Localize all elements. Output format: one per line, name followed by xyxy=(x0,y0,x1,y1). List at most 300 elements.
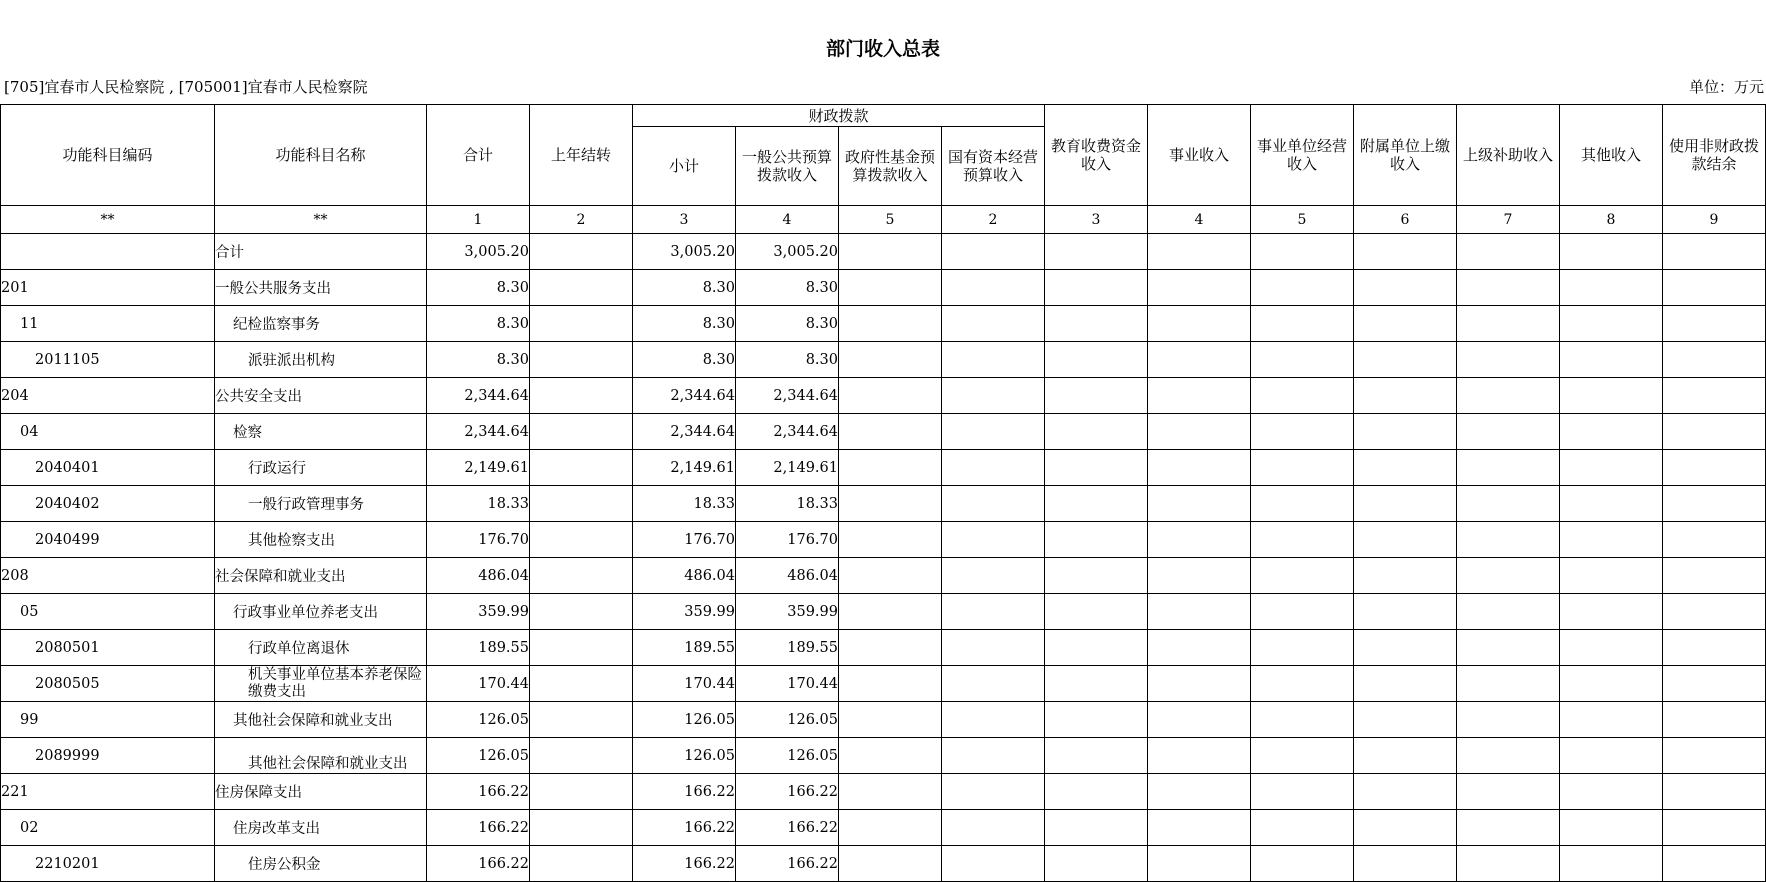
empty-cell xyxy=(839,342,942,378)
empty-cell xyxy=(1251,234,1354,270)
empty-cell xyxy=(1251,306,1354,342)
code-cell xyxy=(1,234,215,270)
index-cell: ** xyxy=(1,206,215,234)
code-cell: 02 xyxy=(1,810,215,846)
general-cell: 126.05 xyxy=(736,738,839,774)
total-cell: 166.22 xyxy=(427,774,530,810)
empty-cell xyxy=(1354,630,1457,666)
table-row xyxy=(1,594,1766,630)
name-cell: 一般公共服务支出 xyxy=(215,270,427,306)
empty-cell xyxy=(1148,270,1251,306)
empty-cell xyxy=(1457,810,1560,846)
name-cell: 纪检监察事务 xyxy=(215,306,427,342)
carryover-cell xyxy=(530,594,633,630)
index-row xyxy=(1,206,1766,234)
general-cell: 486.04 xyxy=(736,558,839,594)
empty-cell xyxy=(1148,414,1251,450)
total-cell: 2,149.61 xyxy=(427,450,530,486)
empty-cell xyxy=(1457,414,1560,450)
empty-cell xyxy=(1560,774,1663,810)
empty-cell xyxy=(1457,486,1560,522)
empty-cell xyxy=(942,414,1045,450)
code-cell: 2080501 xyxy=(1,630,215,666)
empty-cell xyxy=(942,702,1045,738)
general-cell: 126.05 xyxy=(736,702,839,738)
empty-cell xyxy=(1148,666,1251,702)
empty-cell xyxy=(1663,630,1766,666)
total-cell: 2,344.64 xyxy=(427,414,530,450)
empty-cell xyxy=(1148,702,1251,738)
empty-cell xyxy=(1663,738,1766,774)
table-row xyxy=(1,486,1766,522)
code-cell: 2040402 xyxy=(1,486,215,522)
total-cell: 189.55 xyxy=(427,630,530,666)
empty-cell xyxy=(1354,378,1457,414)
subtotal-cell: 170.44 xyxy=(633,666,736,702)
index-cell: 5 xyxy=(839,206,942,234)
empty-cell xyxy=(942,522,1045,558)
empty-cell xyxy=(1663,414,1766,450)
empty-cell xyxy=(1354,270,1457,306)
empty-cell xyxy=(1045,774,1148,810)
empty-cell xyxy=(1354,414,1457,450)
empty-cell xyxy=(839,594,942,630)
empty-cell xyxy=(1045,630,1148,666)
empty-cell xyxy=(1457,450,1560,486)
name-cell: 行政单位离退休 xyxy=(215,630,427,666)
empty-cell xyxy=(1045,666,1148,702)
subtotal-cell: 8.30 xyxy=(633,306,736,342)
empty-cell xyxy=(1560,666,1663,702)
table-row xyxy=(1,666,1766,702)
code-cell: 2080505 xyxy=(1,666,215,702)
empty-cell xyxy=(1560,450,1663,486)
table-row xyxy=(1,702,1766,738)
empty-cell xyxy=(1045,450,1148,486)
empty-cell xyxy=(1663,702,1766,738)
carryover-cell xyxy=(530,486,633,522)
total-cell: 170.44 xyxy=(427,666,530,702)
empty-cell xyxy=(1148,486,1251,522)
subtotal-cell: 166.22 xyxy=(633,846,736,882)
empty-cell xyxy=(1457,234,1560,270)
carryover-cell xyxy=(530,666,633,702)
header-non-fiscal-balance: 使用非财政拨款结余 xyxy=(1663,105,1766,206)
empty-cell xyxy=(942,270,1045,306)
name-cell: 其他社会保障和就业支出 xyxy=(215,702,427,738)
subtotal-cell: 486.04 xyxy=(633,558,736,594)
total-cell: 18.33 xyxy=(427,486,530,522)
empty-cell xyxy=(1148,774,1251,810)
general-cell: 189.55 xyxy=(736,630,839,666)
index-cell: 2 xyxy=(942,206,1045,234)
empty-cell xyxy=(1560,558,1663,594)
name-cell: 住房保障支出 xyxy=(215,774,427,810)
empty-cell xyxy=(1663,774,1766,810)
empty-cell xyxy=(942,234,1045,270)
empty-cell xyxy=(1354,306,1457,342)
empty-cell xyxy=(942,558,1045,594)
header-state-capital: 国有资本经营预算收入 xyxy=(942,127,1045,206)
empty-cell xyxy=(1251,630,1354,666)
empty-cell xyxy=(1354,594,1457,630)
empty-cell xyxy=(1251,810,1354,846)
empty-cell xyxy=(1045,522,1148,558)
table-row xyxy=(1,270,1766,306)
empty-cell xyxy=(1457,306,1560,342)
empty-cell xyxy=(1560,378,1663,414)
empty-cell xyxy=(1148,810,1251,846)
header-general-budget: 一般公共预算拨款收入 xyxy=(736,127,839,206)
subtotal-cell: 2,344.64 xyxy=(633,414,736,450)
empty-cell xyxy=(1148,522,1251,558)
table-row xyxy=(1,522,1766,558)
empty-cell xyxy=(1560,522,1663,558)
empty-cell xyxy=(1457,666,1560,702)
empty-cell xyxy=(1457,378,1560,414)
empty-cell xyxy=(1457,270,1560,306)
index-cell: 4 xyxy=(736,206,839,234)
carryover-cell xyxy=(530,774,633,810)
empty-cell xyxy=(1663,306,1766,342)
empty-cell xyxy=(1560,486,1663,522)
carryover-cell xyxy=(530,810,633,846)
code-cell: 2011105 xyxy=(1,342,215,378)
empty-cell xyxy=(839,486,942,522)
empty-cell xyxy=(1251,666,1354,702)
empty-cell xyxy=(1560,414,1663,450)
total-cell: 166.22 xyxy=(427,810,530,846)
empty-cell xyxy=(1457,594,1560,630)
subtotal-cell: 359.99 xyxy=(633,594,736,630)
total-cell: 359.99 xyxy=(427,594,530,630)
empty-cell xyxy=(1560,846,1663,882)
subtotal-cell: 166.22 xyxy=(633,810,736,846)
code-cell: 2210201 xyxy=(1,846,215,882)
total-cell: 166.22 xyxy=(427,846,530,882)
empty-cell xyxy=(1663,486,1766,522)
empty-cell xyxy=(942,450,1045,486)
general-cell: 166.22 xyxy=(736,846,839,882)
empty-cell xyxy=(942,486,1045,522)
table-row xyxy=(1,234,1766,270)
total-cell: 126.05 xyxy=(427,738,530,774)
empty-cell xyxy=(1457,630,1560,666)
table-row xyxy=(1,558,1766,594)
empty-cell xyxy=(839,558,942,594)
empty-cell xyxy=(1045,414,1148,450)
empty-cell xyxy=(1560,630,1663,666)
subtotal-cell: 3,005.20 xyxy=(633,234,736,270)
empty-cell xyxy=(1148,450,1251,486)
organization-label: [705]宜春市人民检察院 , [705001]宜春市人民检察院 xyxy=(4,78,368,96)
general-cell: 359.99 xyxy=(736,594,839,630)
empty-cell xyxy=(1251,774,1354,810)
empty-cell xyxy=(1251,738,1354,774)
total-cell: 486.04 xyxy=(427,558,530,594)
empty-cell xyxy=(839,702,942,738)
table-row xyxy=(1,810,1766,846)
empty-cell xyxy=(1251,414,1354,450)
empty-cell xyxy=(1148,234,1251,270)
name-cell: 派驻派出机构 xyxy=(215,342,427,378)
name-cell: 其他社会保障和就业支出 xyxy=(215,738,427,774)
empty-cell xyxy=(1354,738,1457,774)
empty-cell xyxy=(1457,846,1560,882)
empty-cell xyxy=(1148,630,1251,666)
index-cell: 7 xyxy=(1457,206,1560,234)
empty-cell xyxy=(1251,558,1354,594)
code-cell: 221 xyxy=(1,774,215,810)
index-cell: 5 xyxy=(1251,206,1354,234)
empty-cell xyxy=(1354,450,1457,486)
empty-cell xyxy=(1560,810,1663,846)
total-cell: 8.30 xyxy=(427,342,530,378)
empty-cell xyxy=(1663,234,1766,270)
header-superior-subsidy: 上级补助收入 xyxy=(1457,105,1560,206)
empty-cell xyxy=(1663,810,1766,846)
code-cell: 2089999 xyxy=(1,738,215,774)
name-cell: 合计 xyxy=(215,234,427,270)
name-cell: 社会保障和就业支出 xyxy=(215,558,427,594)
general-cell: 176.70 xyxy=(736,522,839,558)
empty-cell xyxy=(839,378,942,414)
carryover-cell xyxy=(530,450,633,486)
empty-cell xyxy=(839,666,942,702)
empty-cell xyxy=(1045,594,1148,630)
empty-cell xyxy=(1457,342,1560,378)
empty-cell xyxy=(942,666,1045,702)
empty-cell xyxy=(1663,558,1766,594)
subtotal-cell: 126.05 xyxy=(633,702,736,738)
empty-cell xyxy=(1251,846,1354,882)
header-subtotal: 小计 xyxy=(633,127,736,206)
total-cell: 8.30 xyxy=(427,270,530,306)
index-cell: 6 xyxy=(1354,206,1457,234)
index-cell: 3 xyxy=(633,206,736,234)
index-cell: ** xyxy=(215,206,427,234)
empty-cell xyxy=(1251,594,1354,630)
empty-cell xyxy=(839,738,942,774)
empty-cell xyxy=(1560,594,1663,630)
total-cell: 176.70 xyxy=(427,522,530,558)
table-row xyxy=(1,342,1766,378)
name-cell: 行政事业单位养老支出 xyxy=(215,594,427,630)
empty-cell xyxy=(1560,342,1663,378)
total-cell: 3,005.20 xyxy=(427,234,530,270)
empty-cell xyxy=(1045,234,1148,270)
empty-cell xyxy=(1354,666,1457,702)
empty-cell xyxy=(839,810,942,846)
header-business-income: 事业收入 xyxy=(1148,105,1251,206)
carryover-cell xyxy=(530,270,633,306)
total-cell: 126.05 xyxy=(427,702,530,738)
empty-cell xyxy=(1663,846,1766,882)
empty-cell xyxy=(1045,378,1148,414)
empty-cell xyxy=(1251,702,1354,738)
carryover-cell xyxy=(530,738,633,774)
table-row xyxy=(1,738,1766,774)
empty-cell xyxy=(1251,522,1354,558)
empty-cell xyxy=(1251,342,1354,378)
subtotal-cell: 2,344.64 xyxy=(633,378,736,414)
general-cell: 2,344.64 xyxy=(736,414,839,450)
index-cell: 9 xyxy=(1663,206,1766,234)
empty-cell xyxy=(1045,738,1148,774)
empty-cell xyxy=(1457,702,1560,738)
empty-cell xyxy=(1148,846,1251,882)
empty-cell xyxy=(1354,702,1457,738)
empty-cell xyxy=(1457,774,1560,810)
income-summary-table xyxy=(0,104,1766,882)
empty-cell xyxy=(1663,522,1766,558)
report-title: 部门收入总表 xyxy=(825,38,940,60)
empty-cell xyxy=(839,270,942,306)
empty-cell xyxy=(1045,810,1148,846)
carryover-cell xyxy=(530,306,633,342)
carryover-cell xyxy=(530,558,633,594)
index-cell: 3 xyxy=(1045,206,1148,234)
empty-cell xyxy=(1354,486,1457,522)
code-cell: 04 xyxy=(1,414,215,450)
table-row xyxy=(1,414,1766,450)
unit-label: 单位：万元 xyxy=(1688,78,1764,96)
empty-cell xyxy=(1354,558,1457,594)
empty-cell xyxy=(1663,666,1766,702)
empty-cell xyxy=(1354,810,1457,846)
empty-cell xyxy=(1045,306,1148,342)
general-cell: 170.44 xyxy=(736,666,839,702)
empty-cell xyxy=(1457,738,1560,774)
empty-cell xyxy=(1663,342,1766,378)
carryover-cell xyxy=(530,846,633,882)
subtotal-cell: 8.30 xyxy=(633,342,736,378)
index-cell: 4 xyxy=(1148,206,1251,234)
index-cell: 8 xyxy=(1560,206,1663,234)
empty-cell xyxy=(839,306,942,342)
code-cell: 2040499 xyxy=(1,522,215,558)
empty-cell xyxy=(1457,558,1560,594)
total-cell: 8.30 xyxy=(427,306,530,342)
empty-cell xyxy=(1251,270,1354,306)
header-operating-income: 事业单位经营收入 xyxy=(1251,105,1354,206)
table-row xyxy=(1,774,1766,810)
empty-cell xyxy=(1560,738,1663,774)
empty-cell xyxy=(1148,306,1251,342)
total-cell: 2,344.64 xyxy=(427,378,530,414)
empty-cell xyxy=(839,522,942,558)
empty-cell xyxy=(942,846,1045,882)
empty-cell xyxy=(1663,594,1766,630)
empty-cell xyxy=(942,630,1045,666)
empty-cell xyxy=(942,306,1045,342)
subtotal-cell: 166.22 xyxy=(633,774,736,810)
code-cell: 208 xyxy=(1,558,215,594)
carryover-cell xyxy=(530,522,633,558)
header-gov-fund: 政府性基金预算拨款收入 xyxy=(839,127,942,206)
header-code: 功能科目编码 xyxy=(1,105,215,206)
general-cell: 2,344.64 xyxy=(736,378,839,414)
subtotal-cell: 18.33 xyxy=(633,486,736,522)
empty-cell xyxy=(839,774,942,810)
code-cell: 2040401 xyxy=(1,450,215,486)
general-cell: 8.30 xyxy=(736,342,839,378)
subtotal-cell: 2,149.61 xyxy=(633,450,736,486)
carryover-cell xyxy=(530,378,633,414)
subtotal-cell: 126.05 xyxy=(633,738,736,774)
code-cell: 204 xyxy=(1,378,215,414)
empty-cell xyxy=(1045,270,1148,306)
general-cell: 166.22 xyxy=(736,774,839,810)
header-other-income: 其他收入 xyxy=(1560,105,1663,206)
empty-cell xyxy=(839,630,942,666)
empty-cell xyxy=(1663,270,1766,306)
name-cell: 机关事业单位基本养老保险缴费支出 xyxy=(215,666,427,702)
empty-cell xyxy=(942,342,1045,378)
general-cell: 18.33 xyxy=(736,486,839,522)
empty-cell xyxy=(1560,270,1663,306)
general-cell: 2,149.61 xyxy=(736,450,839,486)
header-total: 合计 xyxy=(427,105,530,206)
carryover-cell xyxy=(530,414,633,450)
code-cell: 05 xyxy=(1,594,215,630)
header-carryover: 上年结转 xyxy=(530,105,633,206)
empty-cell xyxy=(1457,522,1560,558)
empty-cell xyxy=(1560,306,1663,342)
empty-cell xyxy=(1251,486,1354,522)
table-row xyxy=(1,378,1766,414)
empty-cell xyxy=(942,594,1045,630)
carryover-cell xyxy=(530,234,633,270)
general-cell: 3,005.20 xyxy=(736,234,839,270)
empty-cell xyxy=(839,234,942,270)
header-fiscal-group: 财政拨款 xyxy=(633,105,1045,127)
general-cell: 8.30 xyxy=(736,306,839,342)
empty-cell xyxy=(1251,450,1354,486)
empty-cell xyxy=(1354,846,1457,882)
empty-cell xyxy=(1148,342,1251,378)
header-name: 功能科目名称 xyxy=(215,105,427,206)
code-cell: 99 xyxy=(1,702,215,738)
name-cell: 其他检察支出 xyxy=(215,522,427,558)
empty-cell xyxy=(1354,774,1457,810)
empty-cell xyxy=(1148,594,1251,630)
empty-cell xyxy=(1045,558,1148,594)
empty-cell xyxy=(1148,558,1251,594)
empty-cell xyxy=(1045,342,1148,378)
empty-cell xyxy=(1354,234,1457,270)
code-cell: 11 xyxy=(1,306,215,342)
table-row xyxy=(1,306,1766,342)
header-education-fee: 教育收费资金收入 xyxy=(1045,105,1148,206)
table-row xyxy=(1,846,1766,882)
empty-cell xyxy=(1560,234,1663,270)
general-cell: 166.22 xyxy=(736,810,839,846)
name-cell: 一般行政管理事务 xyxy=(215,486,427,522)
empty-cell xyxy=(1045,846,1148,882)
empty-cell xyxy=(942,378,1045,414)
index-cell: 2 xyxy=(530,206,633,234)
carryover-cell xyxy=(530,342,633,378)
name-cell: 住房改革支出 xyxy=(215,810,427,846)
empty-cell xyxy=(1354,342,1457,378)
carryover-cell xyxy=(530,630,633,666)
table-row xyxy=(1,630,1766,666)
subtotal-cell: 176.70 xyxy=(633,522,736,558)
empty-cell xyxy=(1663,378,1766,414)
empty-cell xyxy=(942,774,1045,810)
code-cell: 201 xyxy=(1,270,215,306)
